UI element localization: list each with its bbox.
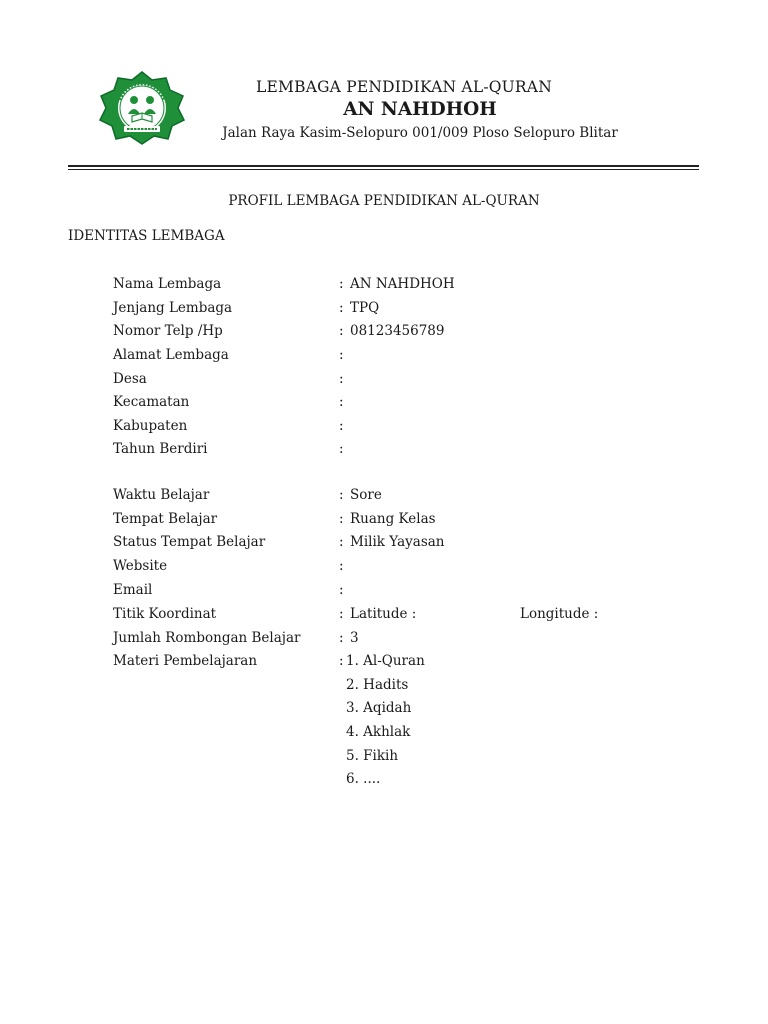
field-value: Ruang Kelas: [350, 511, 436, 527]
header-divider-thick: [68, 165, 699, 167]
section-heading: IDENTITAS LEMBAGA: [68, 228, 225, 244]
field-colon: :: [339, 653, 344, 669]
list-item: 2. Hadits: [346, 677, 409, 693]
field-label: Desa: [113, 371, 147, 387]
field-label: Materi Pembelajaran: [113, 653, 258, 669]
field-row: [113, 441, 673, 461]
field-colon: :: [339, 394, 344, 410]
field-value: 08123456789: [350, 323, 445, 339]
field-row: [113, 534, 673, 554]
field-row: [113, 347, 673, 367]
field-label: Tempat Belajar: [113, 511, 218, 527]
field-label: Jenjang Lembaga: [113, 300, 233, 316]
field-label: Kecamatan: [113, 394, 190, 410]
field-label: Titik Koordinat: [113, 606, 217, 622]
field-colon: :: [339, 582, 344, 598]
field-label: Website: [113, 558, 168, 574]
field-row: [113, 394, 673, 414]
longitude-label: Longitude :: [520, 606, 599, 622]
field-value: AN NAHDHOH: [350, 276, 455, 292]
list-item: 1. Al-Quran: [346, 653, 425, 669]
document-title: PROFIL LEMBAGA PENDIDIKAN AL-QURAN: [228, 193, 540, 209]
field-label: Nomor Telp /Hp: [113, 323, 223, 339]
list-item: 6. ....: [346, 771, 381, 787]
org-address: Jalan Raya Kasim-Selopuro 001/009 Ploso Selopuro Blitar: [222, 125, 618, 141]
field-colon: :: [339, 276, 344, 292]
field-value: Milik Yayasan: [350, 534, 445, 550]
field-row: [113, 606, 673, 626]
list-item: 4. Akhlak: [346, 724, 411, 740]
org-type-heading: LEMBAGA PENDIDIKAN AL-QURAN: [256, 78, 552, 96]
field-row: [113, 323, 673, 343]
field-row: [113, 558, 673, 578]
latitude-label: Latitude :: [350, 606, 417, 622]
field-label: Status Tempat Belajar: [113, 534, 266, 550]
field-colon: :: [339, 371, 344, 387]
list-item: 5. Fikih: [346, 748, 399, 764]
field-colon: :: [339, 347, 344, 363]
field-colon: :: [339, 558, 344, 574]
field-colon: :: [339, 487, 344, 503]
field-colon: :: [339, 630, 344, 646]
field-label: Nama Lembaga: [113, 276, 222, 292]
field-label: Alamat Lembaga: [113, 347, 229, 363]
field-row: [113, 276, 673, 296]
field-row: [113, 487, 673, 507]
field-value: TPQ: [350, 300, 380, 316]
field-colon: :: [339, 441, 344, 457]
field-colon: :: [339, 418, 344, 434]
field-colon: :: [339, 323, 344, 339]
field-label: Email: [113, 582, 153, 598]
field-label: Jumlah Rombongan Belajar: [113, 630, 301, 646]
field-label: Tahun Berdiri: [113, 441, 208, 457]
field-row: [113, 418, 673, 438]
field-row: [113, 371, 673, 391]
list-item: 3. Aqidah: [346, 700, 412, 716]
field-label: Waktu Belajar: [113, 487, 210, 503]
org-name-heading: AN NAHDHOH: [343, 99, 497, 120]
field-colon: :: [339, 300, 344, 316]
field-value: 3: [350, 630, 359, 646]
field-colon: :: [339, 534, 344, 550]
field-colon: :: [339, 606, 344, 622]
field-row: [113, 511, 673, 531]
field-row: [113, 300, 673, 320]
field-row: [113, 630, 673, 650]
field-colon: :: [339, 511, 344, 527]
field-value: Sore: [350, 487, 382, 503]
field-row: [113, 582, 673, 602]
field-label: Kabupaten: [113, 418, 188, 434]
header-divider-thin: [68, 169, 699, 170]
